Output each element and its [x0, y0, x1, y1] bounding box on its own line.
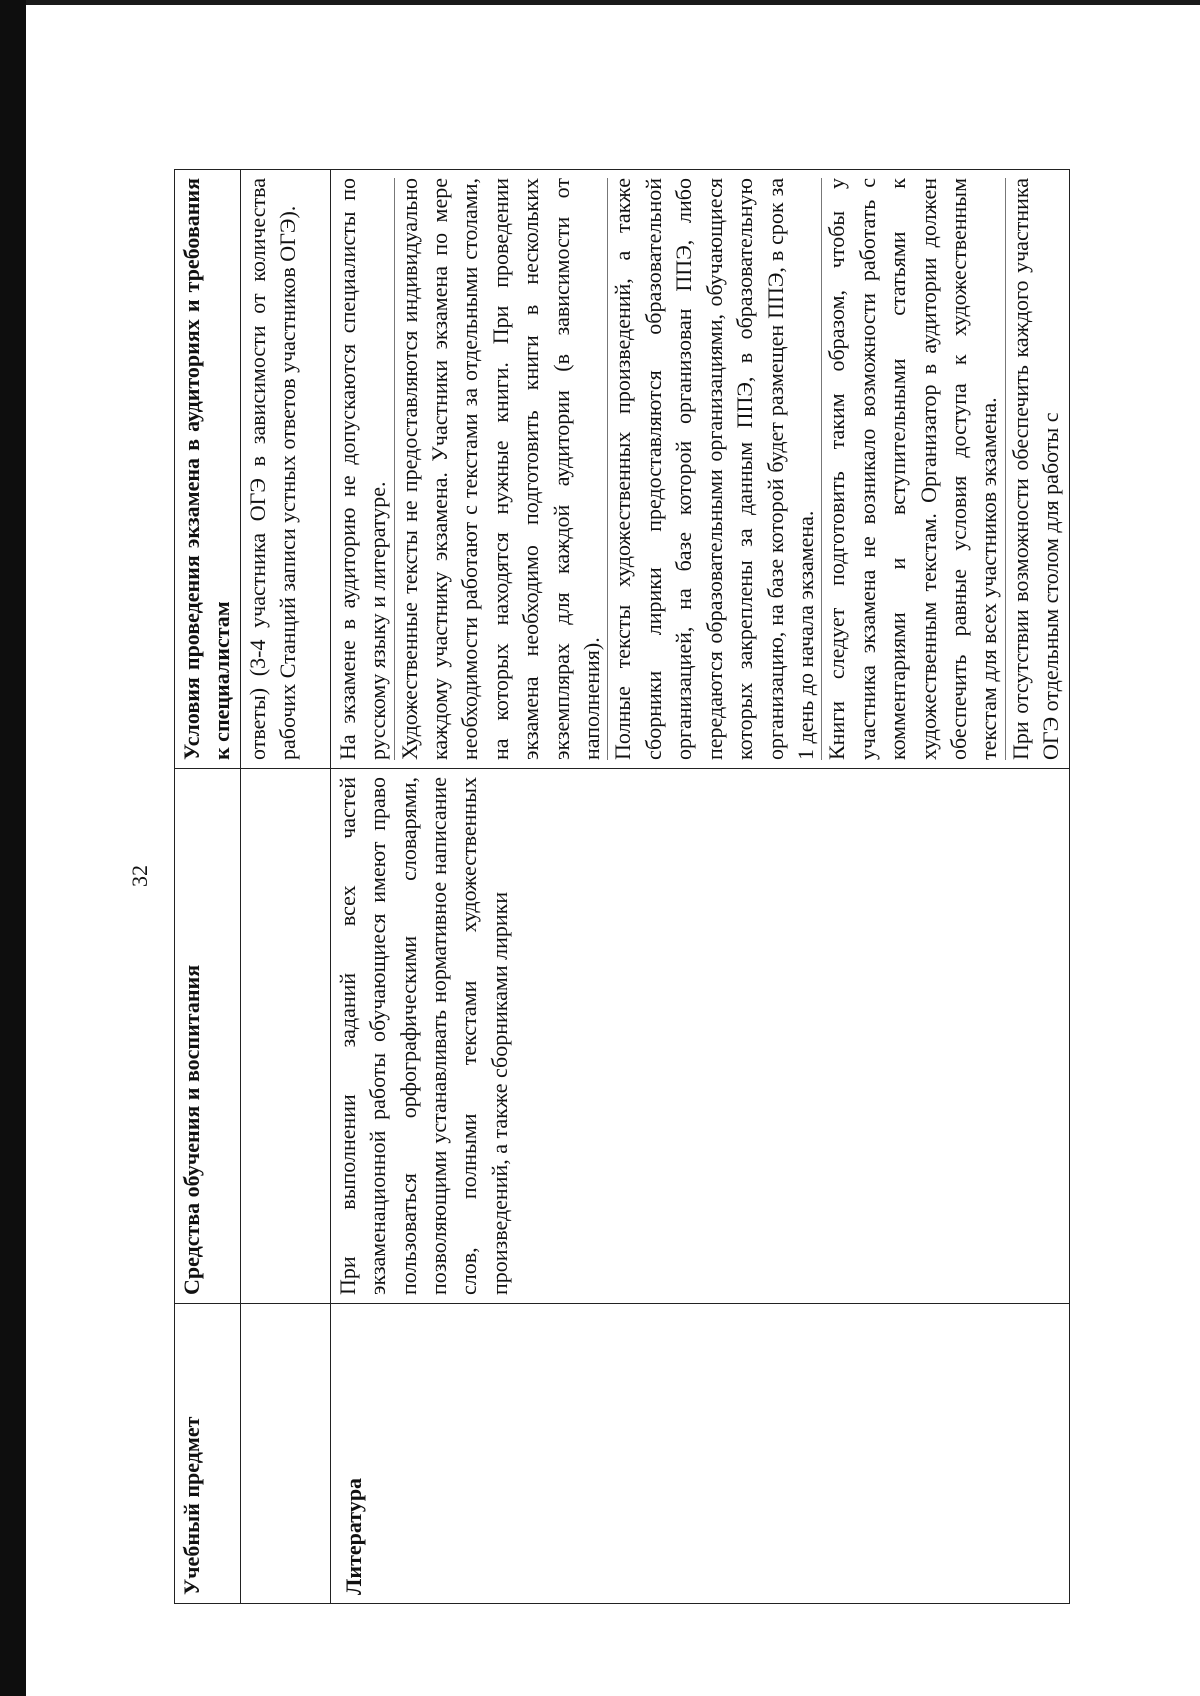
subject-cell: Литература [330, 1304, 1069, 1604]
condition-paragraph: Книги следует подготовить таким образом, чтобы у участника экзамена не возникало возможности работать с комментариями и вступительными статьями к художественным текстам. Организатор в аудитории должен обеспечить равные условия доступа к художественным текстам для всех участников экзамена. [821, 178, 1004, 760]
continuation-row [240, 170, 330, 1604]
means-cell: При выполнении заданий всех частей экзаменационной работы обучающиеся имеют право пользоваться орфографическими словарями, позволяющими устанавливать нормативное написание слов, полными текстами художественных произведений, а также сборниками лирики [330, 769, 1069, 1304]
continuation-empty-subject [240, 1304, 330, 1604]
condition-paragraph: Художественные тексты не предоставляются индивидуально каждому участнику экзамена. Участники экзамена по мере необходимости работают с текстами за отдельными столами, на которых находятся нужные книги. При проведении экзамена необходимо подготовить книги в нескольких экземплярах для каждой аудитории (в зависимости от наполнения). [394, 178, 608, 760]
continuation-empty-means [240, 769, 330, 1304]
condition-paragraph: При отсутствии возможности обеспечить каждого участника ОГЭ отдельным столом для работы с [1005, 178, 1067, 760]
table-header-row [175, 170, 241, 1604]
condition-paragraph: Полные тексты художественных произведений, а также сборники лирики предоставляются образовательной организацией, на базе которой организован ППЭ, либо передаются образовательными организациями, обучающиеся которых закреплены за данным ППЭ, в образовательную организацию, на базе которой будет размещен ППЭ, в срок за 1 день до начала экзамена. [607, 178, 821, 760]
continuation-text: ответы) (3-4 участника ОГЭ в зависимости от количества рабочих Станций записи устных ответов участников ОГЭ). [240, 170, 330, 769]
header-conditions: Условия проведения экзамена в аудиториях и требования к специалистам [175, 170, 241, 769]
scan-border-top [0, 0, 1200, 5]
condition-paragraph: На экзамене в аудиторию не допускаются специалисты по русскому языку и литературе. [334, 178, 391, 760]
header-means: Средства обучения и воспитания [175, 769, 241, 1304]
scan-border-left [0, 0, 26, 1696]
table-row-literature [330, 170, 1069, 1604]
header-subject: Учебный предмет [175, 1304, 241, 1604]
page-number: 32 [127, 865, 152, 887]
rotated-page [35, 120, 1165, 1690]
exam-conditions-table [174, 169, 1070, 1604]
conditions-cell [330, 170, 1069, 769]
